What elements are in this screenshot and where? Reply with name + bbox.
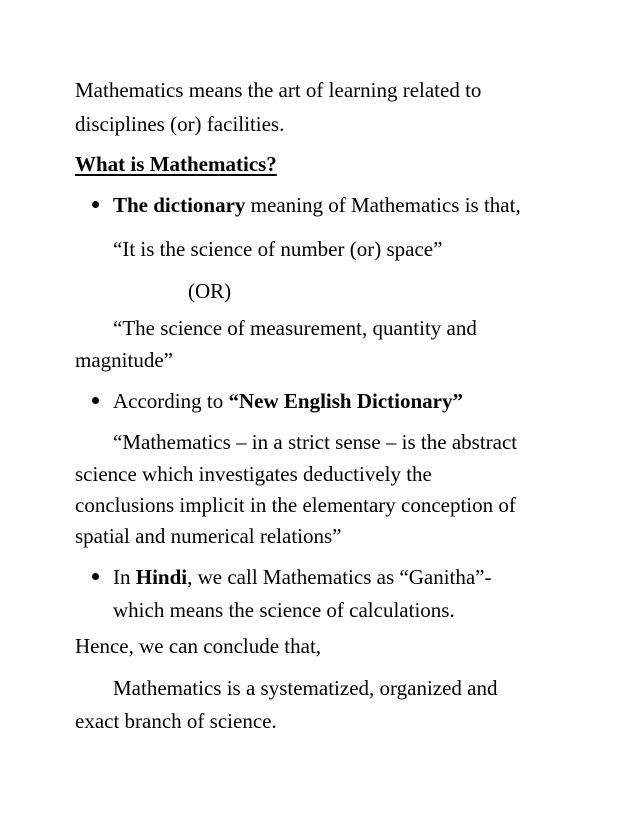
intro-line-2: disciplines (or) facilities.	[75, 112, 285, 136]
bullet-2-quote-line-2: science which investigates deductively the	[75, 462, 432, 486]
bullet-2-quote-line-4: spatial and numerical relations”	[75, 524, 342, 548]
conclusion-line-3: exact branch of science.	[75, 709, 277, 733]
section-heading: What is Mathematics?	[75, 152, 277, 176]
bullet-1-quote-2-line-2: magnitude”	[75, 348, 173, 372]
bullet-2-quote-line-1: “Mathematics – in a strict sense – is the abstract	[113, 430, 518, 454]
bullet-1-or: (OR)	[188, 279, 232, 303]
intro-line-1: Mathematics means the art of learning related to	[75, 78, 482, 102]
bullet-dot-icon	[92, 573, 99, 580]
bullet-3-bold: Hindi	[135, 565, 188, 589]
bullet-2-prefix: According to	[113, 389, 229, 413]
conclusion-line-2: Mathematics is a systematized, organized and	[113, 676, 498, 700]
bullet-3-line-2: which means the science of calculations.	[113, 598, 455, 622]
bullet-2-quote-line-3: conclusions implicit in the elementary conception of	[75, 493, 516, 517]
bullet-dot-icon	[92, 397, 99, 404]
bullet-2-line	[113, 388, 463, 414]
bullet-dot-icon	[92, 201, 99, 208]
bullet-3-prefix: In	[113, 565, 136, 589]
bullet-1-rest: meaning of Mathematics is that,	[245, 193, 521, 217]
bullet-1-bold: The dictionary	[113, 193, 246, 217]
bullet-1-quote-2-line-1: “The science of measurement, quantity and	[113, 316, 477, 340]
bullet-3-line-1	[113, 564, 492, 590]
conclusion-line-1: Hence, we can conclude that,	[75, 634, 322, 658]
bullet-1-quote-1: “It is the science of number (or) space”	[113, 237, 443, 261]
bullet-2-bold: “New English Dictionary”	[228, 389, 463, 413]
bullet-1-line	[113, 192, 521, 218]
bullet-3-rest: , we call Mathematics as “Ganitha”-	[187, 565, 492, 589]
